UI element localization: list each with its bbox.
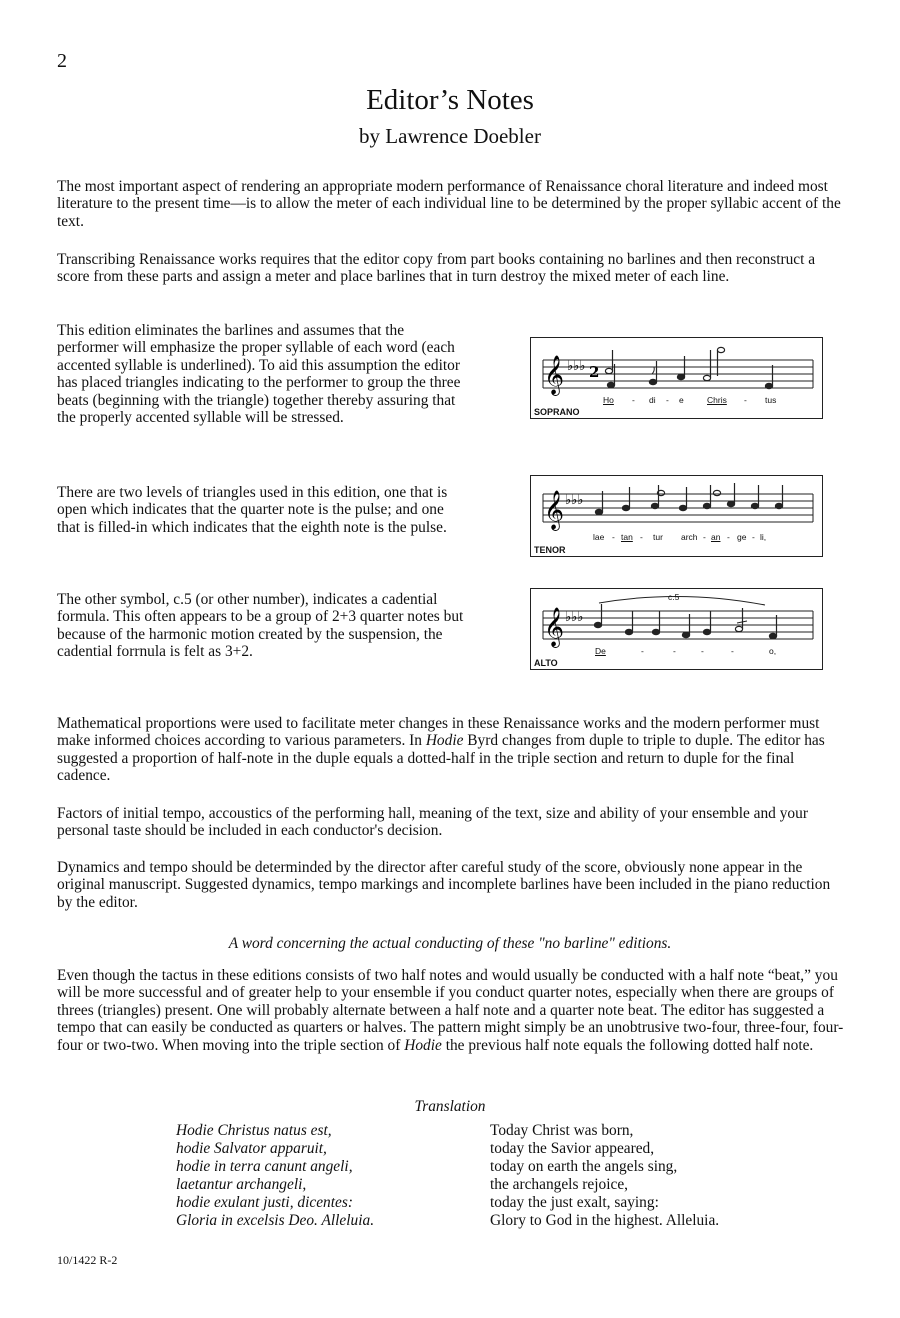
tenor-lyric-tan: tan: [621, 532, 633, 542]
latin-line: hodie in terra canunt angeli,: [176, 1158, 353, 1175]
soprano-example: [530, 337, 823, 419]
byline: by Lawrence Doebler: [359, 124, 541, 148]
soprano-lyric-e: e: [679, 395, 684, 405]
tenor-lyric-arch: arch: [681, 532, 698, 542]
svg-text:♭♭♭: ♭♭♭: [567, 359, 586, 374]
paragraph-proportions-text: Mathematical proportions were used to facilitate meter changes in these Renaissance works and the modern performer must make informed choices according to various parameters. In: [57, 715, 820, 750]
alto-example: [530, 588, 823, 670]
alto-lyric-hyphen: -: [731, 646, 734, 656]
paragraph-conducting: [57, 967, 844, 1054]
paragraph-triangles: There are two levels of triangles used in this edition, one that is open which indicates that the quarter note is the pulse; and one that is filled-in which indicates that the eighth note is the pulse.: [57, 484, 448, 536]
english-line: Glory to God in the highest. Alleluia.: [490, 1212, 720, 1229]
paragraph-proportions-text: Byrd changes from duple to triple to duple. The editor has suggested a proportion of half-note in the duple equals a dotted-half in the triple section and return to duple for the final cadence.: [57, 732, 825, 785]
voice-label-tenor: TENOR: [534, 545, 566, 555]
latin-line: Hodie Christus natus est,: [176, 1122, 332, 1139]
svg-text:♭♭♭: ♭♭♭: [565, 493, 584, 508]
voice-label-alto: ALTO: [534, 658, 558, 668]
english-line: today the just exalt, saying:: [490, 1194, 659, 1211]
paragraph-conducting-text: the previous half note equals the following dotted half note.: [441, 1036, 814, 1054]
tenor-lyric-hyphen: -: [727, 532, 730, 542]
english-line: Today Christ was born,: [490, 1122, 634, 1139]
page-number: 2: [57, 50, 67, 72]
alto-lyric-de: De: [595, 646, 606, 656]
soprano-lyric-hyphen: -: [666, 395, 669, 405]
english-text: [490, 1122, 719, 1230]
alto-lyric-hyphen: -: [641, 646, 644, 656]
page-title: Editor’s Notes: [366, 84, 534, 116]
tenor-lyric-an: an: [711, 532, 721, 542]
tenor-lyric-li: li,: [760, 532, 767, 542]
tenor-lyric-lae: lae: [593, 532, 605, 542]
tenor-lyric-hyphen: -: [703, 532, 706, 542]
paragraph-barlines: This edition eliminates the barlines and assumes that the performer will emphasize the proper syllable of each word (each accented syllable is underlined). To aid this assumption the editor has placed triangles indicating to the performer to group the three beats (beginning with the triangle) together thereby assuring that the properly accented syllable will be stressed.: [57, 322, 461, 427]
english-line: today the Savior appeared,: [490, 1140, 655, 1157]
latin-text: [176, 1122, 374, 1230]
paragraph-dynamics: Dynamics and tempo should be determinded by the director after careful study of the score, obviously none appear in the original manuscript. Suggested dynamics, tempo markings and incomplete barlines have been included in the piano reduction by the editor.: [57, 859, 831, 911]
alto-lyric-hyphen: -: [673, 646, 676, 656]
svg-text:𝄞: 𝄞: [544, 607, 565, 647]
translation-heading: Translation: [414, 1098, 486, 1115]
svg-text:𝄞: 𝄞: [544, 355, 565, 395]
tenor-lyric-tur: tur: [653, 532, 663, 542]
alto-lyric-o: o,: [769, 646, 777, 656]
soprano-lyric-tus: tus: [765, 395, 777, 405]
tenor-lyric-hyphen: -: [612, 532, 615, 542]
tenor-lyric-ge: ge: [737, 532, 747, 542]
english-line: today on earth the angels sing,: [490, 1158, 678, 1175]
conducting-heading: A word concerning the actual conducting of these "no barline" editions.: [228, 935, 672, 952]
paragraph-transcribing: Transcribing Renaissance works requires that the editor copy from part books containing no barlines and then reconstruct a score from these parts and assign a meter and place barlines that in turn destroy the mixed meter of each line.: [57, 251, 816, 286]
svg-text:♭♭♭: ♭♭♭: [565, 610, 584, 625]
latin-line: laetantur archangeli,: [176, 1176, 307, 1193]
soprano-lyric-hyphen: -: [744, 395, 747, 405]
paragraph-meter: The most important aspect of rendering an appropriate modern performance of Renaissance choral literature and indeed most literature to the present time—is to allow the meter of each individual line to be determined by the proper syllabic accent of the text.: [57, 178, 841, 230]
catalog-number: 10/1422 R-2: [57, 1253, 118, 1267]
voice-label-soprano: SOPRANO: [534, 407, 580, 417]
tenor-lyric-hyphen: -: [752, 532, 755, 542]
soprano-lyric-ho: Ho: [603, 395, 614, 405]
soprano-lyric-di: di: [649, 395, 656, 405]
hodie-title: Hodie: [425, 732, 464, 750]
svg-text:2: 2: [589, 363, 600, 381]
latin-line: hodie exulant justi, dicentes:: [176, 1194, 353, 1211]
alto-lyric-hyphen: -: [701, 646, 704, 656]
tenor-example: [530, 475, 823, 557]
tenor-lyric-hyphen: -: [640, 532, 643, 542]
latin-line: Gloria in excelsis Deo. Alleluia.: [176, 1212, 375, 1229]
soprano-lyric-hyphen: -: [632, 395, 635, 405]
soprano-lyric-chris: Chris: [707, 395, 727, 405]
svg-text:𝄞: 𝄞: [544, 490, 565, 530]
english-line: the archangels rejoice,: [490, 1176, 629, 1193]
paragraph-proportions: [57, 715, 844, 785]
hodie-title: Hodie: [404, 1036, 442, 1054]
soprano-staff: [531, 338, 822, 418]
paragraph-cadential: The other symbol, c.5 (or other number), indicates a cadential formula. This often appears to be a group of 2+3 quarter notes but because of the harmonic motion created by the suspension, the cadential forrnula is felt as 3+2.: [57, 591, 464, 661]
paragraph-factors: Factors of initial tempo, accoustics of the performing hall, meaning of the text, size and ability of your ensemble and your personal taste should be included in each conductor's decision.: [57, 805, 808, 840]
latin-line: hodie Salvator apparuit,: [176, 1140, 327, 1157]
alto-cadence-marking: c.5: [668, 592, 680, 602]
tenor-staff: [531, 476, 822, 556]
paragraph-conducting-text: Even though the tactus in these editions consists of two half notes and would usually be conducted with a half note “beat,” you will be more successful and of greater help to your ensemble if you conduct quarter notes, especially when there are groups of threes (triangles) present. One will probably alternate between a half note and a quarter note beat. The editor has suggested a tempo that can easily be conducted as quarters or halves. The pattern might simply be an unobtrusive two-four, three-four, four-four or two-two. When moving into the triple section of: [57, 967, 844, 1054]
